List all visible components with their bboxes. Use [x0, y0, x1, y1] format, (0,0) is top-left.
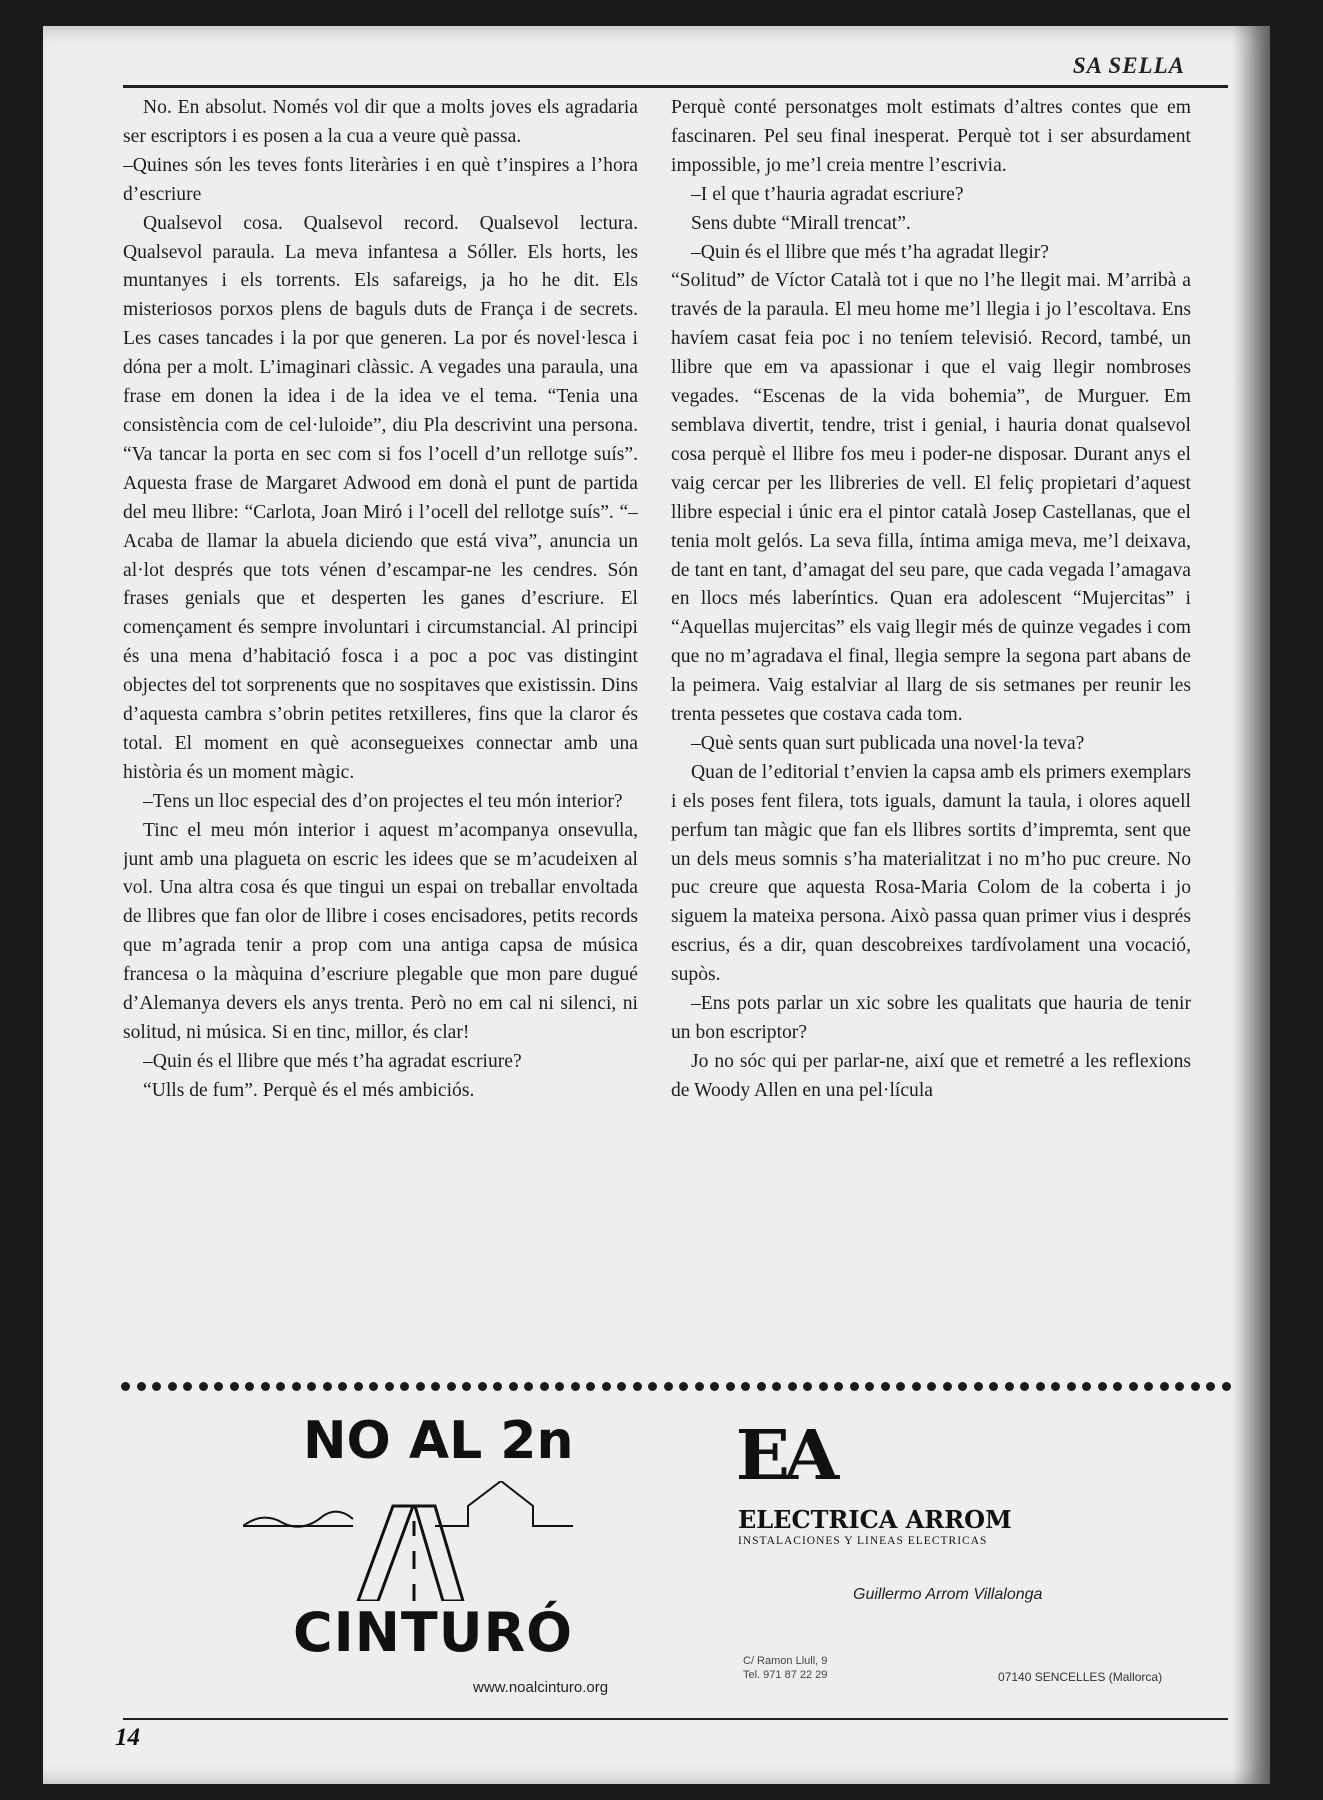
separator-dot: [943, 1382, 952, 1391]
paragraph: Perquè conté personatges molt estimats d’altres contes que em fascinaren. Pel seu final inesperat. Perquè tot i ser absurdament impossible, jo me’l creia mentre l’escrivia.: [671, 97, 1191, 176]
separator-dot: [276, 1382, 285, 1391]
separator-dot: [168, 1382, 177, 1391]
paragraph: Sens dubte “Mirall trencat”.: [691, 212, 911, 234]
separator-dot: [788, 1382, 797, 1391]
company-address: [743, 1654, 827, 1682]
separator-dot: [152, 1382, 161, 1391]
separator-dot: [1175, 1382, 1184, 1391]
separator-dot: [199, 1382, 208, 1391]
left-text-column: [123, 94, 638, 1376]
separator-dot: [571, 1382, 580, 1391]
separator-dot: [245, 1382, 254, 1391]
separator-dot: [726, 1382, 735, 1391]
separator-dot: [819, 1382, 828, 1391]
paragraph: –Què sents quan surt publicada una novel·la teva?: [691, 732, 1085, 754]
owner-name: Guillermo Arrom Villalonga: [853, 1586, 1043, 1603]
paragraph: Quan de l’editorial t’envien la capsa amb els primers exemplars i els poses fent filera, tots iguals, damunt la taula, i olores aquell perfum tan màgic que fan els llibres sortits d’impremta, sent que un dels meus somnis s’ha materialitzat i no m’ho puc creure. No puc creure que aquesta Rosa-Maria Colom de la coberta i jo siguem la mateixa persona. Això passa quan primer vius i després escrius, és a dir, quan descobreixes tardívolament una vocació, supòs.: [671, 761, 1191, 986]
separator-dot: [1129, 1382, 1138, 1391]
right-text-column: [671, 94, 1191, 1376]
paragraph: –Tens un lloc especial des d’on projectes el teu món interior?: [143, 790, 623, 812]
separator-dot: [679, 1382, 688, 1391]
separator-dot: [1036, 1382, 1045, 1391]
separator-dot: [1222, 1382, 1231, 1391]
separator-dot: [493, 1382, 502, 1391]
separator-dot: [121, 1382, 130, 1391]
paragraph: –I el que t’hauria agradat escriure?: [691, 183, 964, 205]
separator-dot: [586, 1382, 595, 1391]
separator-dot: [214, 1382, 223, 1391]
separator-dot: [1191, 1382, 1200, 1391]
separator-dot: [803, 1382, 812, 1391]
ad-url: www.noalcinturo.org: [473, 1679, 609, 1696]
separator-dot: [307, 1382, 316, 1391]
separator-dot: [555, 1382, 564, 1391]
separator-dot: [1098, 1382, 1107, 1391]
paragraph: “Solitud” de Víctor Català tot i que no l’he llegit mai. M’arribà a través de la paraula. El meu home me’l llegia i jo l’escoltava. Ens havíem casat feia poc i no teníem televisió. Record, també, un llibre que em va apassionar i que el vaig llegir nombroses vegades. “Escenas de la vida bohemia”, de Murguer. Em semblava divertit, tendre, trist i genial, i hauria donat qualsevol cosa perquè el llibre fos meu i poder-ne disposar. Durant anys el vaig cercar per les llibreries de vell. El feliç propietari d’aquest llibre especial i únic era el pintor català Josep Castellanas, que el tenia molt gelós. La seva filla, íntima amiga meva, me’l deixava, de tant en tant, d’amagat del seu pare, que cada vegada l’amagava en llocs més laberíntics. Quan era adolescent “Mujercitas” i “Aquellas mujercitas” els vaig llegir més de quinze vegades i com que no m’agradava el final, llegia sempre la segona part abans de la peimera. Vaig estalviar al llarg de sis setmanes per reunir les trenta pessetes que costava cada tom.: [671, 270, 1191, 726]
separator-dot: [741, 1382, 750, 1391]
separator-dot: [1160, 1382, 1169, 1391]
paragraph: –Quin és el llibre que més t’ha agradat llegir?: [691, 241, 1049, 263]
separator-dot: [462, 1382, 471, 1391]
separator-dot: [927, 1382, 936, 1391]
paragraph: “Ulls de fum”. Perquè és el més ambiciós.: [143, 1079, 475, 1101]
separator-dot: [664, 1382, 673, 1391]
separator-dot: [416, 1382, 425, 1391]
separator-dot: [1005, 1382, 1014, 1391]
separator-dot: [896, 1382, 905, 1391]
ad-electrica-arrom: [703, 1411, 1243, 1711]
separator-dot: [974, 1382, 983, 1391]
ad-bottom-word: CINTURÓ: [293, 1601, 574, 1664]
paragraph: Tinc el meu món interior i aquest m’acompanya onsevulla, junt amb una plagueta on escric les idees que se m’acudeixen al vol. Una altra cosa és que tingui un espai on treballar envoltada de llibres que fan olor de llibre i coses encisadores, petits records que m’agrada tenir a prop com una antiga capsa de música francesa o la màquina d’escriure plegable que mon pare dugué d’Alemanya devers els anys trenta. Però no em cal ni silenci, ni solitud, ni música. Si en tinc, millor, és clar!: [123, 819, 638, 1043]
separator-dot: [524, 1382, 533, 1391]
ad-no-al-2n-cinturo: [243, 1411, 643, 1711]
separator-dot: [1067, 1382, 1076, 1391]
separator-dot: [338, 1382, 347, 1391]
separator-dot: [710, 1382, 719, 1391]
separator-dot: [912, 1382, 921, 1391]
running-head: SA SELLA: [1072, 53, 1185, 78]
separator-dot: [354, 1382, 363, 1391]
paragraph: Jo no sóc qui per parlar-ne, així que et remetré a les reflexions de Woody Allen en una pel·lícula: [671, 1050, 1191, 1101]
paragraph: –Quin és el llibre que més t’ha agradat escriure?: [143, 1050, 522, 1072]
separator-dot: [400, 1382, 409, 1391]
company-tagline: INSTALACIONES Y LINEAS ELECTRICAS: [738, 1535, 988, 1547]
separator-dot: [323, 1382, 332, 1391]
separator-dot: [772, 1382, 781, 1391]
road-landscape-illustration: [243, 1481, 603, 1601]
separator-dot: [989, 1382, 998, 1391]
separator-dot: [881, 1382, 890, 1391]
magazine-page: [43, 26, 1270, 1784]
separator-dot: [385, 1382, 394, 1391]
separator-dot: [1020, 1382, 1029, 1391]
separator-dot: [137, 1382, 146, 1391]
separator-dot: [1051, 1382, 1060, 1391]
paragraph: Qualsevol cosa. Qualsevol record. Qualsevol lectura. Qualsevol paraula. La meva infantesa a Sóller. Els horts, les muntanyes i els torrents. Els safareigs, ja ho he dit. Els misteriosos porxos plens de baguls duts de França i de secrets. Les cases tancades i la por que generen. La por és novel·lesca i dóna per a molt. L’imaginari clàssic. A vegades una paraula, una frase em donen la idea i de la idea ve el tema. “Tenia una consistència com de cel·luloide”, diu Pla descrivint una persona. “Va tancar la porta en sec com si fos l’ocell d’un rellotge suís”. Aquesta frase de Margaret Adwood em donà el punt de partida del meu llibre: “Carlota, Joan Miró i l’ocell del rellotge suís”. “–Acaba de llamar la abuela diciendo que está viva”, anuncia un al·lot després que tots vénen d’escampar-ne les cendres. Són frases genials que et desperten les ganes d’escriure. El començament és sempre involuntari i circumstancial. Al principi és una mena d’habitació fosca i a poc a poc vas distingint objectes del tot sorprenents que no sospitaves que existissin. Dins d’aquesta cambra s’obrin petites retxilleres, fins que la claror és total. El moment en què aconsegueixes connectar amb una història és un moment màgic.: [123, 212, 638, 783]
separator-dot: [617, 1382, 626, 1391]
separator-dot: [865, 1382, 874, 1391]
company-logo: EA: [735, 1416, 833, 1496]
paragraph: No. En absolut. Només vol dir que a molts joves els agradaria ser escriptors i es posen a la cua a veure què passa.: [123, 97, 638, 147]
company-name: ELECTRICA ARROM: [738, 1505, 1012, 1534]
separator-dot: [834, 1382, 843, 1391]
header-rule: [123, 85, 1228, 88]
address-line: C/ Ramon Llull, 9: [743, 1655, 828, 1667]
separator-dot: [850, 1382, 859, 1391]
separator-dot: [478, 1382, 487, 1391]
separator-dot: [431, 1382, 440, 1391]
separator-dot: [292, 1382, 301, 1391]
separator-dot: [757, 1382, 766, 1391]
separator-dot: [540, 1382, 549, 1391]
company-town: 07140 SENCELLES (Mallorca): [998, 1670, 1163, 1684]
separator-dot: [958, 1382, 967, 1391]
separator-dot: [648, 1382, 657, 1391]
ad-headline: NO AL 2n: [303, 1411, 574, 1471]
separator-dot: [1144, 1382, 1153, 1391]
page-number: 14: [115, 1724, 140, 1751]
separator-dot: [447, 1382, 456, 1391]
separator-dot: [1113, 1382, 1122, 1391]
separator-dot: [633, 1382, 642, 1391]
footer-rule: [123, 1718, 1228, 1720]
separator-dot: [369, 1382, 378, 1391]
paragraph: –Ens pots parlar un xic sobre les qualitats que hauria de tenir un bon escriptor?: [671, 993, 1191, 1043]
dotted-separator: [121, 1376, 1231, 1396]
separator-dot: [695, 1382, 704, 1391]
separator-dot: [1206, 1382, 1215, 1391]
separator-dot: [230, 1382, 239, 1391]
separator-dot: [261, 1382, 270, 1391]
separator-dot: [183, 1382, 192, 1391]
separator-dot: [602, 1382, 611, 1391]
paragraph: –Quines són les teves fonts literàries i en què t’inspires a l’hora d’escriure: [123, 154, 638, 205]
separator-dot: [1082, 1382, 1091, 1391]
phone-line: Tel. 971 87 22 29: [743, 1669, 828, 1681]
separator-dot: [509, 1382, 518, 1391]
